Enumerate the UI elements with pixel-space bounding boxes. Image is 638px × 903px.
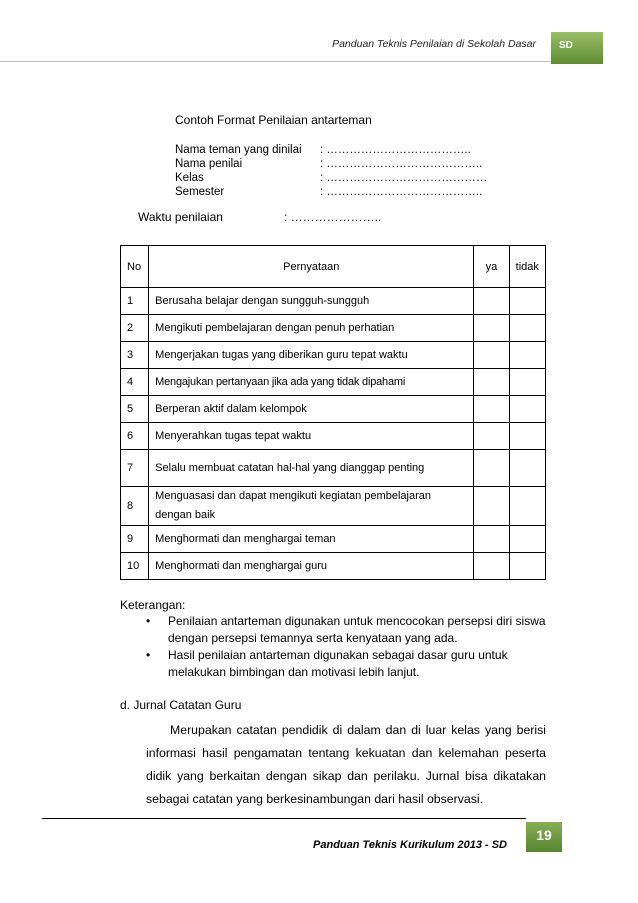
row-statement: Menyerahkan tugas tepat waktu [149, 423, 474, 450]
row-statement: Mengajukan pertanyaan jika ada yang tidak dipahami [149, 369, 474, 396]
field-label-nama-teman: Nama teman yang dinilai [175, 144, 302, 156]
page-number: 19 [526, 822, 562, 852]
ya-cell[interactable] [474, 450, 509, 487]
field-value-nama-teman: : ……………………………….. [320, 144, 471, 156]
field-value-kelas: : …………………………………… [320, 172, 488, 184]
note-item: Penilaian antarteman digunakan untuk mencocokan persepsi diri siswa dengan persepsi temannya serta kenyataan yang ada. [168, 614, 546, 645]
row-statement: Selalu membuat catatan hal-hal yang dianggap penting [149, 450, 474, 487]
table-row [121, 288, 546, 315]
row-no: 5 [121, 396, 149, 423]
tidak-cell[interactable] [509, 487, 545, 526]
field-label-nama-penilai: Nama penilai [175, 158, 243, 170]
row-no: 6 [121, 423, 149, 450]
row-no: 2 [121, 315, 149, 342]
table-row [121, 396, 546, 423]
assessment-table [120, 245, 546, 580]
ya-cell[interactable] [474, 526, 509, 553]
row-statement: Mengerjakan tugas yang diberikan guru tepat waktu [149, 342, 474, 369]
time-label: Waktu penilaian [138, 210, 223, 224]
row-no: 4 [121, 369, 149, 396]
table-row [121, 315, 546, 342]
row-statement: Berusaha belajar dengan sungguh-sungguh [149, 288, 474, 315]
tidak-cell[interactable] [509, 369, 545, 396]
tidak-cell[interactable] [509, 553, 545, 580]
field-value-semester: : ………………………………….. [320, 186, 483, 198]
table-header-row [121, 246, 546, 288]
footer-rule [42, 818, 526, 819]
tidak-cell[interactable] [509, 526, 545, 553]
row-statement: Menguasasi dan dapat mengikuti kegiatan pembelajaran dengan baik [149, 487, 474, 526]
table-row [121, 553, 546, 580]
table-row [121, 342, 546, 369]
tidak-cell[interactable] [509, 423, 545, 450]
ya-cell[interactable] [474, 487, 509, 526]
notes-title: Keterangan: [120, 598, 186, 612]
row-no: 7 [121, 450, 149, 487]
tidak-cell[interactable] [509, 342, 545, 369]
time-value: : ………………….. [284, 210, 382, 224]
row-no: 10 [121, 553, 149, 580]
bullet-icon: • [146, 614, 151, 628]
header-no: No [121, 246, 149, 288]
table-row [121, 423, 546, 450]
tidak-cell[interactable] [509, 450, 545, 487]
header-rule [0, 61, 551, 62]
header-tidak: tidak [509, 246, 545, 288]
ya-cell[interactable] [474, 553, 509, 580]
row-statement: Menghormati dan menghargai teman [149, 526, 474, 553]
bullet-icon: • [146, 648, 151, 662]
sd-badge: SD [551, 32, 603, 64]
ya-cell[interactable] [474, 315, 509, 342]
field-label-semester: Semester [175, 186, 225, 198]
table-row [121, 526, 546, 553]
field-value-nama-penilai: : ………………………………….. [320, 158, 483, 170]
header-ya: ya [474, 246, 509, 288]
row-statement: Menghormati dan menghargai guru [149, 553, 474, 580]
ya-cell[interactable] [474, 396, 509, 423]
table-row [121, 487, 546, 526]
footer-title: Panduan Teknis Kurikulum 2013 - SD [313, 839, 507, 851]
row-statement: Berperan aktif dalam kelompok [149, 396, 474, 423]
row-statement: Mengikuti pembelajaran dengan penuh perhatian [149, 315, 474, 342]
header-pernyataan: Pernyataan [149, 246, 474, 288]
ya-cell[interactable] [474, 369, 509, 396]
note-item: Hasil penilaian antarteman digunakan sebagai dasar guru untuk melakukan bimbingan dan motivasi lebih lanjut. [168, 648, 508, 679]
form-title: Contoh Format Penilaian antarteman [175, 113, 372, 127]
row-no: 8 [121, 487, 149, 526]
table-row [121, 369, 546, 396]
section-heading: d. Jurnal Catatan Guru [120, 698, 242, 712]
ya-cell[interactable] [474, 288, 509, 315]
field-label-kelas: Kelas [175, 172, 204, 184]
tidak-cell[interactable] [509, 315, 545, 342]
ya-cell[interactable] [474, 423, 509, 450]
row-no: 3 [121, 342, 149, 369]
header-title: Panduan Teknis Penilaian di Sekolah Dasar [332, 38, 536, 50]
section-paragraph: Merupakan catatan pendidik di dalam dan di luar kelas yang berisi informasi hasil pengamatan tentang kekuatan dan kelemahan peserta didik yang berkaitan dengan sikap dan perilaku. Jurnal bisa dikatakan sebagai catatan yang berkesinambungan dari hasil observasi. [146, 723, 546, 806]
tidak-cell[interactable] [509, 288, 545, 315]
ya-cell[interactable] [474, 342, 509, 369]
tidak-cell[interactable] [509, 396, 545, 423]
table-row [121, 450, 546, 487]
row-no: 9 [121, 526, 149, 553]
row-no: 1 [121, 288, 149, 315]
